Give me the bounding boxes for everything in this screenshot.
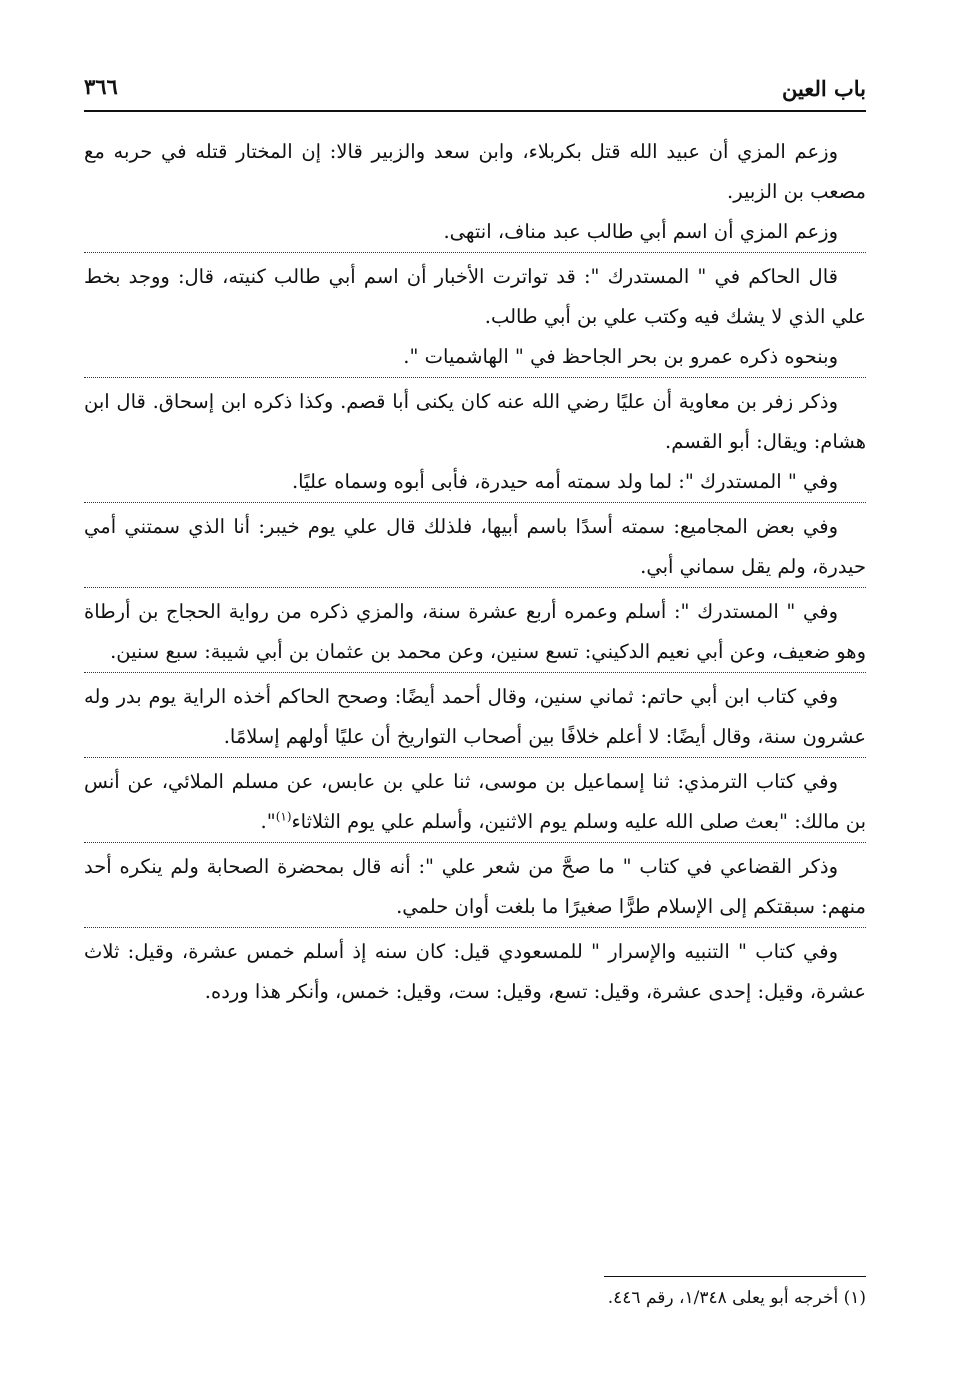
- footnote: (١) أخرجه أبو يعلى ١/٣٤٨، رقم ٤٤٦.: [607, 1288, 866, 1308]
- footnote-separator: [604, 1276, 866, 1277]
- main-text: [84, 132, 866, 1012]
- paragraph-divider: [84, 502, 866, 503]
- paragraph-divider: [84, 757, 866, 758]
- paragraph-divider: [84, 842, 866, 843]
- paragraph: قال الحاكم في " المستدرك ": قد تواترت الأخبار أن اسم أبي طالب كنيته، قال: ووجد بخط علي الذي لا يشك فيه وكتب علي بن أبي طالب.: [84, 265, 866, 328]
- chapter-title: باب العين: [781, 76, 866, 101]
- paragraph: وفي بعض المجاميع: سمته أسدًا باسم أبيها، فلذلك قال علي يوم خيبر: أنا الذي سمتني أمي حيدرة، ولم يقل سماني أبي.: [84, 515, 866, 578]
- paragraph-divider: [84, 377, 866, 378]
- paragraph: وذكر القضاعي في كتاب " ما صحَّ من شعر علي ": أنه قال بمحضرة الصحابة ولم ينكره أحد منهم: سبقتكم إلى الإسلام طرًّا صغيرًا ما بلغت أوان حلمي.: [84, 855, 866, 918]
- paragraph-tirmidhi: [84, 762, 866, 842]
- running-header: [84, 70, 866, 112]
- paragraph: وفي " المستدرك ": أسلم وعمره أربع عشرة سنة، والمزي ذكره من رواية الحجاج بن أرطاة وهو ضعيف، وعن أبي نعيم الدكيني: تسع سنين، وعن محمد بن عثمان بن أبي شيبة: سبع سنين.: [84, 600, 866, 663]
- paragraph-divider: [84, 672, 866, 673]
- quote-close: ".: [260, 810, 276, 833]
- paragraph-text: وفي كتاب الترمذي: ثنا إسماعيل بن موسى، ثنا علي بن عابس، عن مسلم الملائي، عن أنس بن مالك: "بعث صلى الله عليه وسلم يوم الاثنين، وأسلم علي يوم الثلاثاء: [84, 770, 866, 833]
- paragraph: وبنحوه ذكره عمرو بن بحر الجاحظ في " الهاشميات ".: [403, 345, 838, 368]
- paragraph-divider: [84, 927, 866, 928]
- paragraph: وذكر زفر بن معاوية أن عليًا رضي الله عنه كان يكنى أبا قصم. وكذا ذكره ابن إسحاق. قال ابن هشام: ويقال: أبو القسم.: [84, 390, 866, 453]
- paragraph: وفي كتاب ابن أبي حاتم: ثماني سنين، وقال أحمد أيضًا: وصحح الحاكم أخذه الراية يوم بدر وله عشرون سنة، وقال أيضًا: لا أعلم خلافًا بين أصحاب التواريخ أن عليًا أولهم إسلامًا.: [84, 685, 866, 748]
- paragraph: وفي " المستدرك ": لما ولد سمته أمه حيدرة، فأبى أبوه وسماه عليًا.: [291, 470, 838, 493]
- paragraph: وزعم المزي أن اسم أبي طالب عبد مناف، انتهى.: [443, 220, 838, 243]
- paragraph-divider: [84, 252, 866, 253]
- book-page: [84, 70, 866, 1350]
- paragraph: وزعم المزي أن عبيد الله قتل بكربلاء، وابن سعد والزبير قالا: إن المختار قتله في حربه مع مصعب بن الزبير.: [84, 140, 866, 203]
- page-number: ٣٦٦: [84, 74, 118, 99]
- paragraph: وفي كتاب " التنبيه والإسرار " للمسعودي قيل: كان سنه إذ أسلم خمس عشرة، وقيل: ثلاث عشرة، وقيل: إحدى عشرة، وقيل: تسع، وقيل: ست، وقيل: خمس، وأنكر هذا ورده.: [84, 940, 866, 1003]
- paragraph-divider: [84, 587, 866, 588]
- footnote-reference[interactable]: (١): [275, 809, 292, 824]
